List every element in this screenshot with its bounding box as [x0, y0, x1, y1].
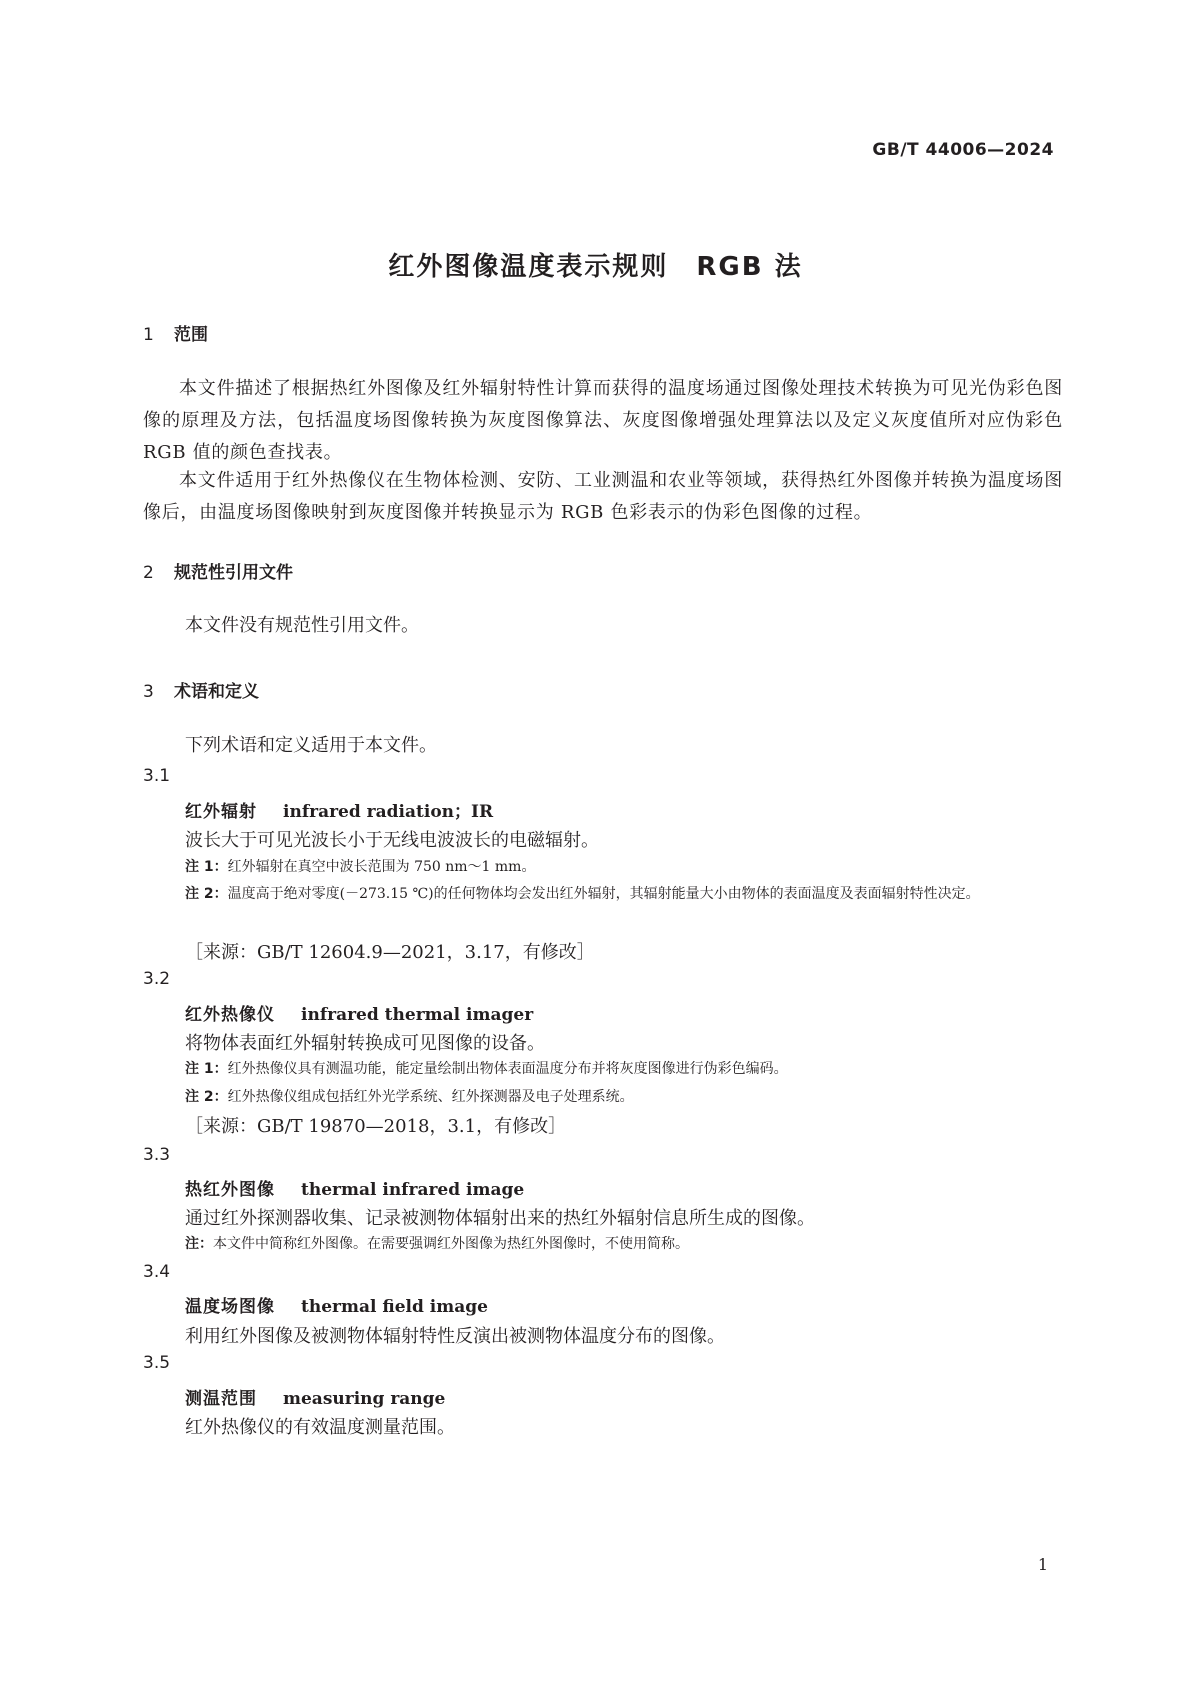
- term-zh: 热红外图像: [185, 1180, 275, 1200]
- term-zh: 红外热像仪: [185, 1005, 275, 1025]
- section-heading-3: [143, 677, 259, 702]
- term-definition: 通过红外探测器收集、记录被测物体辐射出来的热红外辐射信息所生成的图像。: [185, 1208, 815, 1229]
- scope-paragraph-1: 本文件描述了根据热红外图像及红外辐射特性计算而获得的温度场通过图像处理技术转换为可见光伪彩色图像的原理及方法，包括温度场图像转换为灰度图像算法、灰度图像增强处理算法以及定义灰度值所对应伪彩色 RGB 值的颜色查找表。: [143, 378, 1063, 463]
- term-en: measuring range: [283, 1389, 446, 1409]
- term-heading: [185, 1292, 488, 1317]
- term-heading: [185, 1175, 524, 1200]
- note-text: 红外辐射在真空中波长范围为 750 nm～1 mm。: [227, 859, 536, 875]
- term-note: [185, 1230, 689, 1258]
- term-number: 3.2: [143, 969, 171, 989]
- term-zh: 测温范围: [185, 1389, 257, 1409]
- note-label: 注：: [185, 1236, 213, 1252]
- term-heading: [185, 1384, 445, 1409]
- term-en: infrared thermal imager: [301, 1005, 534, 1025]
- term-note: [185, 1055, 788, 1083]
- term-en: thermal infrared image: [301, 1180, 525, 1200]
- term-number: 3.1: [143, 766, 171, 786]
- section-title: 术语和定义: [174, 682, 259, 702]
- term-heading: [185, 1000, 533, 1025]
- term-number: 3.4: [143, 1262, 171, 1282]
- note-text: 红外热像仪具有测温功能，能定量绘制出物体表面温度分布并将灰度图像进行伪彩色编码。: [227, 1061, 788, 1077]
- section-title: 规范性引用文件: [174, 563, 293, 583]
- term-number: 3.3: [143, 1145, 171, 1165]
- note-text: 本文件中简称红外图像。在需要强调红外图像为热红外图像时，不使用简称。: [213, 1236, 689, 1252]
- note-text: 红外热像仪组成包括红外光学系统、红外探测器及电子处理系统。: [227, 1089, 634, 1105]
- term-note: [185, 880, 1051, 908]
- page-number: 1: [1037, 1555, 1048, 1574]
- term-en: thermal field image: [301, 1297, 488, 1317]
- term-definition: 波长大于可见光波长小于无线电波波长的电磁辐射。: [185, 830, 599, 851]
- term-definition: 红外热像仪的有效温度测量范围。: [185, 1417, 455, 1438]
- term-zh: 红外辐射: [185, 802, 257, 822]
- term-heading: [185, 797, 493, 822]
- terms-intro-paragraph: 下列术语和定义适用于本文件。: [185, 735, 437, 756]
- section-number: 3: [143, 682, 154, 702]
- scope-paragraph-2: 本文件适用于红外热像仪在生物体检测、安防、工业测温和农业等领域，获得热红外图像并转换为温度场图像后，由温度场图像映射到灰度图像并转换显示为 RGB 色彩表示的伪彩色图像的过程。: [143, 470, 1063, 523]
- note-label: 注 1：: [185, 859, 228, 875]
- term-note: [185, 853, 535, 881]
- term-number: 3.5: [143, 1353, 171, 1373]
- section-heading-2: [143, 558, 293, 583]
- note-label: 注 1：: [185, 1061, 228, 1077]
- note-text: 温度高于绝对零度(－273.15 ℃)的任何物体均会发出红外辐射，其辐射能量大小由物体的表面温度及表面辐射特性决定。: [227, 886, 980, 902]
- term-note: [185, 1083, 634, 1111]
- note-label: 注 2：: [185, 886, 228, 902]
- references-paragraph: 本文件没有规范性引用文件。: [185, 615, 419, 636]
- term-en: infrared radiation；IR: [283, 802, 494, 822]
- term-source: ［来源：GB/T 19870—2018，3.1，有修改］: [185, 1116, 567, 1137]
- section-heading-1: [143, 320, 208, 345]
- term-zh: 温度场图像: [185, 1297, 275, 1317]
- section-number: 1: [143, 325, 154, 345]
- document-title: 红外图像温度表示规则 RGB 法: [388, 252, 803, 282]
- note-label: 注 2：: [185, 1089, 228, 1105]
- term-definition: 利用红外图像及被测物体辐射特性反演出被测物体温度分布的图像。: [185, 1326, 725, 1347]
- term-source: ［来源：GB/T 12604.9—2021，3.17，有修改］: [185, 942, 595, 963]
- term-definition: 将物体表面红外辐射转换成可见图像的设备。: [185, 1033, 545, 1054]
- section-number: 2: [143, 563, 154, 583]
- standard-number: GB/T 44006—2024: [872, 140, 1054, 160]
- section-title: 范围: [174, 325, 208, 345]
